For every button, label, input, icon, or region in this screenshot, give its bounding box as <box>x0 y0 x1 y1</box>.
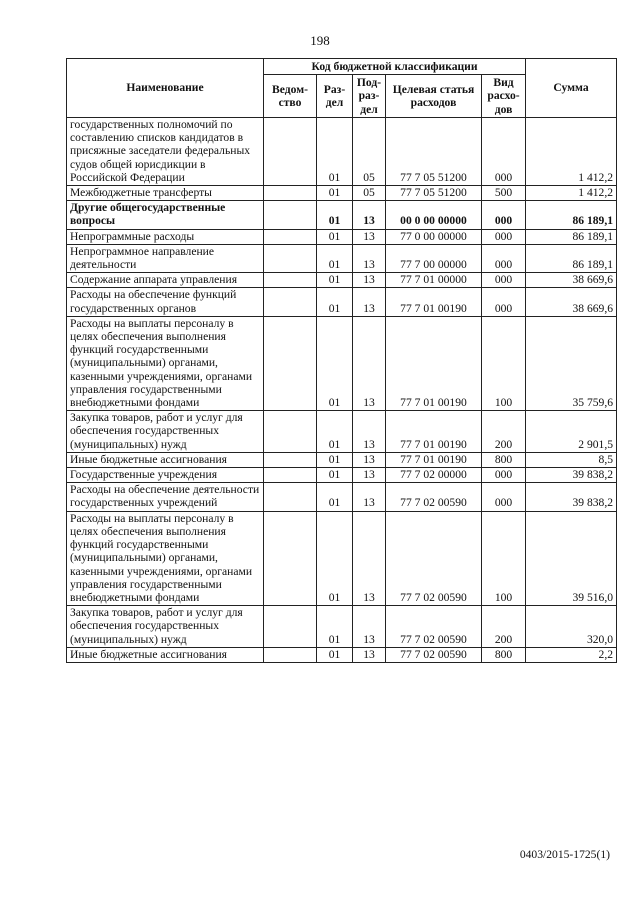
row-section: 01 <box>317 273 353 288</box>
row-ministry <box>264 468 317 483</box>
table-row <box>67 511 617 605</box>
row-sum: 320,0 <box>526 606 617 648</box>
row-sum: 86 189,1 <box>526 229 617 244</box>
table-row <box>67 316 617 410</box>
row-target: 77 7 02 00590 <box>386 647 482 662</box>
row-section: 01 <box>317 186 353 201</box>
row-expense-type: 000 <box>482 244 526 272</box>
row-ministry <box>264 606 317 648</box>
row-name: Содержание аппарата управления <box>67 273 264 288</box>
row-expense-type: 500 <box>482 186 526 201</box>
table-row <box>67 606 617 648</box>
header-sum: Сумма <box>526 59 617 118</box>
row-name: Непрограммное направление деятельности <box>67 244 264 272</box>
table-row <box>67 468 617 483</box>
row-name: Расходы на обеспечение деятельности государственных учреждений <box>67 483 264 511</box>
row-section: 01 <box>317 647 353 662</box>
row-target: 77 7 05 51200 <box>386 186 482 201</box>
budget-table <box>66 58 617 663</box>
row-ministry <box>264 229 317 244</box>
row-sum: 38 669,6 <box>526 288 617 316</box>
row-target: 77 7 00 00000 <box>386 244 482 272</box>
row-sum: 86 189,1 <box>526 244 617 272</box>
row-target: 77 7 01 00190 <box>386 411 482 453</box>
row-expense-type: 800 <box>482 647 526 662</box>
row-sum: 1 412,2 <box>526 118 617 186</box>
row-subsection: 13 <box>353 288 386 316</box>
row-expense-type: 000 <box>482 118 526 186</box>
row-section: 01 <box>317 483 353 511</box>
header-ministry: Ведом-ство <box>264 75 317 118</box>
row-ministry <box>264 288 317 316</box>
row-sum: 8,5 <box>526 452 617 467</box>
row-section: 01 <box>317 468 353 483</box>
table-row <box>67 452 617 467</box>
row-target: 77 7 05 51200 <box>386 118 482 186</box>
row-section: 01 <box>317 511 353 605</box>
row-name: Непрограммные расходы <box>67 229 264 244</box>
row-expense-type: 800 <box>482 452 526 467</box>
row-ministry <box>264 273 317 288</box>
row-ministry <box>264 483 317 511</box>
row-section: 01 <box>317 229 353 244</box>
row-ministry <box>264 411 317 453</box>
row-name: Закупка товаров, работ и услуг для обеспечения государственных (муниципальных) нужд <box>67 606 264 648</box>
row-subsection: 13 <box>353 606 386 648</box>
row-expense-type: 100 <box>482 511 526 605</box>
table-row <box>67 483 617 511</box>
row-name: Иные бюджетные ассигнования <box>67 647 264 662</box>
row-subsection: 05 <box>353 118 386 186</box>
row-expense-type: 000 <box>482 273 526 288</box>
row-target: 77 7 01 00000 <box>386 273 482 288</box>
header-name: Наименование <box>67 59 264 118</box>
row-expense-type: 000 <box>482 229 526 244</box>
table-body <box>67 118 617 663</box>
row-target: 77 7 02 00590 <box>386 606 482 648</box>
row-ministry <box>264 511 317 605</box>
row-sum: 2,2 <box>526 647 617 662</box>
row-target: 77 7 02 00000 <box>386 468 482 483</box>
row-subsection: 13 <box>353 244 386 272</box>
row-target: 77 7 01 00190 <box>386 452 482 467</box>
row-ministry <box>264 244 317 272</box>
table-row <box>67 229 617 244</box>
row-target: 77 7 01 00190 <box>386 316 482 410</box>
row-section: 01 <box>317 316 353 410</box>
row-section: 01 <box>317 118 353 186</box>
row-section: 01 <box>317 606 353 648</box>
header-target: Целевая статья расходов <box>386 75 482 118</box>
table-row <box>67 647 617 662</box>
row-expense-type: 100 <box>482 316 526 410</box>
row-subsection: 13 <box>353 411 386 453</box>
table-row <box>67 201 617 229</box>
table-row <box>67 118 617 186</box>
row-expense-type: 000 <box>482 483 526 511</box>
row-name: Иные бюджетные ассигнования <box>67 452 264 467</box>
header-subsection: Под-раз-дел <box>353 75 386 118</box>
table-header <box>67 59 617 118</box>
row-ministry <box>264 647 317 662</box>
table-row <box>67 411 617 453</box>
row-target: 77 7 01 00190 <box>386 288 482 316</box>
table-row <box>67 244 617 272</box>
row-subsection: 13 <box>353 647 386 662</box>
row-sum: 2 901,5 <box>526 411 617 453</box>
row-section: 01 <box>317 244 353 272</box>
header-section: Раз-дел <box>317 75 353 118</box>
row-subsection: 13 <box>353 229 386 244</box>
row-section: 01 <box>317 288 353 316</box>
row-sum: 35 759,6 <box>526 316 617 410</box>
row-sum: 39 838,2 <box>526 483 617 511</box>
row-target: 77 0 00 00000 <box>386 229 482 244</box>
row-subsection: 05 <box>353 186 386 201</box>
row-subsection: 13 <box>353 511 386 605</box>
row-name: Государственные учреждения <box>67 468 264 483</box>
table-row <box>67 273 617 288</box>
row-expense-type: 000 <box>482 288 526 316</box>
row-target: 00 0 00 00000 <box>386 201 482 229</box>
page-number: 198 <box>310 33 330 48</box>
header-expense-type: Вид расхо-дов <box>482 75 526 118</box>
row-name: Другие общегосударственные вопросы <box>67 201 264 229</box>
row-subsection: 13 <box>353 273 386 288</box>
row-target: 77 7 02 00590 <box>386 483 482 511</box>
row-ministry <box>264 118 317 186</box>
row-name: Расходы на выплаты персоналу в целях обеспечения выполнения функций государственными (муниципальными) органами, казенными учреждениями, органами управления государственными внебюджетными фондами <box>67 511 264 605</box>
row-subsection: 13 <box>353 483 386 511</box>
row-subsection: 13 <box>353 201 386 229</box>
header-code-group: Код бюджетной классификации <box>264 59 526 75</box>
row-ministry <box>264 186 317 201</box>
table-row <box>67 288 617 316</box>
table-row <box>67 186 617 201</box>
row-name: Расходы на обеспечение функций государственных органов <box>67 288 264 316</box>
row-ministry <box>264 201 317 229</box>
row-ministry <box>264 452 317 467</box>
row-sum: 1 412,2 <box>526 186 617 201</box>
row-name: государственных полномочий по составлению списков кандидатов в присяжные заседатели федеральных судов общей юрисдикции в Российской Федерации <box>67 118 264 186</box>
row-sum: 38 669,6 <box>526 273 617 288</box>
document-code: 0403/2015-1725(1) <box>519 848 610 861</box>
row-section: 01 <box>317 201 353 229</box>
row-name: Закупка товаров, работ и услуг для обеспечения государственных (муниципальных) нужд <box>67 411 264 453</box>
row-ministry <box>264 316 317 410</box>
row-expense-type: 000 <box>482 201 526 229</box>
row-name: Межбюджетные трансферты <box>67 186 264 201</box>
row-expense-type: 200 <box>482 411 526 453</box>
row-sum: 86 189,1 <box>526 201 617 229</box>
row-sum: 39 838,2 <box>526 468 617 483</box>
row-expense-type: 200 <box>482 606 526 648</box>
row-expense-type: 000 <box>482 468 526 483</box>
row-sum: 39 516,0 <box>526 511 617 605</box>
row-section: 01 <box>317 411 353 453</box>
row-name: Расходы на выплаты персоналу в целях обеспечения выполнения функций государственными (муниципальными) органами, казенными учреждениями, органами управления государственными внебюджетными фондами <box>67 316 264 410</box>
row-subsection: 13 <box>353 452 386 467</box>
row-subsection: 13 <box>353 468 386 483</box>
row-target: 77 7 02 00590 <box>386 511 482 605</box>
row-subsection: 13 <box>353 316 386 410</box>
row-section: 01 <box>317 452 353 467</box>
